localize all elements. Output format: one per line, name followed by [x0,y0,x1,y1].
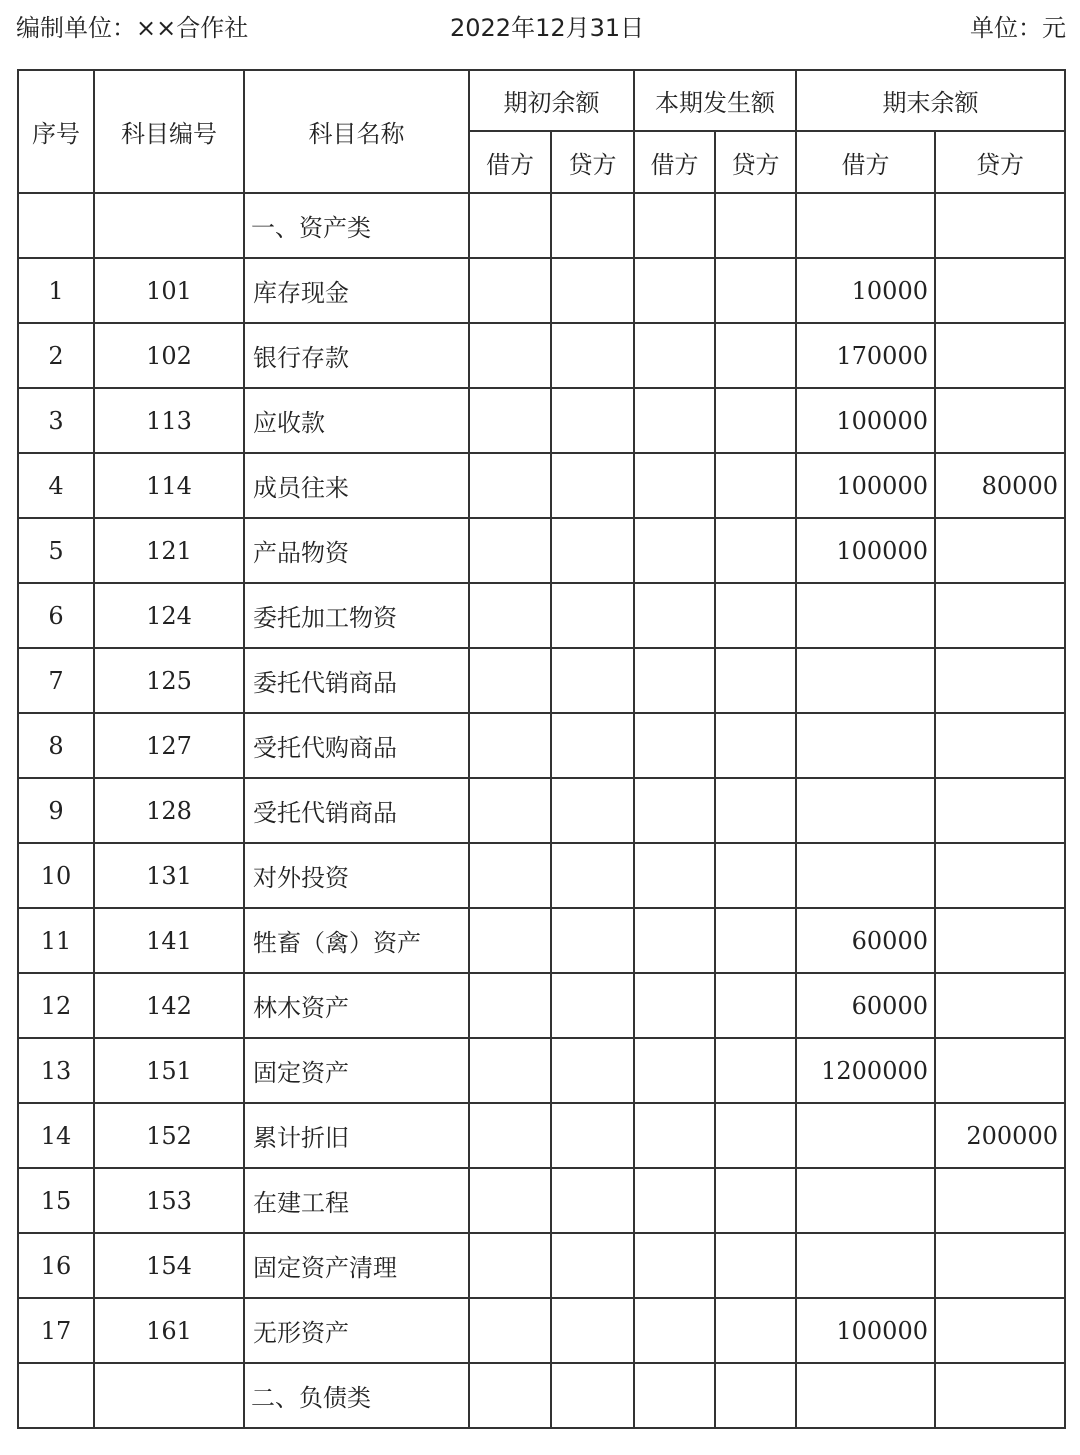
cell-opening-credit [551,973,634,1038]
cell-opening-credit [551,648,634,713]
cell-code: 128 [94,778,244,843]
org-label: 编制单位：××合作社 [16,14,249,42]
cell-current-debit [634,1363,715,1428]
closing-debit-header: 借方 [796,131,935,193]
current-debit-header: 借方 [634,131,715,193]
cell-opening-debit [469,713,551,778]
unit-label: 单位：元 [970,14,1066,42]
cell-current-credit [715,518,796,583]
cell-code: 151 [94,1038,244,1103]
current-credit-header: 贷方 [715,131,796,193]
col-opening-header: 期初余额 [469,70,634,131]
cell-seq: 1 [18,258,94,323]
cell-account-name: 库存现金 [244,258,469,323]
cell-current-credit [715,1103,796,1168]
cell-code: 161 [94,1298,244,1363]
table-row [18,1168,1065,1233]
cell-closing-debit [796,1168,935,1233]
cell-code: 124 [94,583,244,648]
cell-code: 154 [94,1233,244,1298]
cell-opening-debit [469,1103,551,1168]
cell-account-name: 应收款 [244,388,469,453]
cell-closing-credit [935,843,1065,908]
cell-closing-debit [796,713,935,778]
cell-seq: 11 [18,908,94,973]
cell-seq: 14 [18,1103,94,1168]
cell-opening-credit [551,843,634,908]
cell-closing-debit: 100000 [796,518,935,583]
table-row [18,518,1065,583]
report-header [0,0,1080,50]
cell-account-name: 委托加工物资 [244,583,469,648]
cell-closing-credit [935,1233,1065,1298]
cell-current-credit [715,388,796,453]
cell-account-name: 银行存款 [244,323,469,388]
cell-account-name: 成员往来 [244,453,469,518]
table-row [18,1298,1065,1363]
cell-closing-debit [796,193,935,258]
col-closing-header: 期末余额 [796,70,1065,131]
cell-closing-credit [935,323,1065,388]
cell-closing-credit: 80000 [935,453,1065,518]
cell-closing-credit: 200000 [935,1103,1065,1168]
cell-account-name: 产品物资 [244,518,469,583]
cell-current-debit [634,648,715,713]
table-row [18,453,1065,518]
cell-opening-debit [469,518,551,583]
cell-current-credit [715,843,796,908]
cell-opening-debit [469,193,551,258]
cell-closing-credit [935,1298,1065,1363]
table-row [18,388,1065,453]
cell-current-credit [715,648,796,713]
cell-opening-credit [551,388,634,453]
table-row [18,1038,1065,1103]
cell-code: 153 [94,1168,244,1233]
cell-opening-credit [551,908,634,973]
cell-closing-credit [935,713,1065,778]
cell-opening-credit [551,258,634,323]
cell-closing-debit [796,843,935,908]
cell-closing-credit [935,1038,1065,1103]
cell-account-name: 林木资产 [244,973,469,1038]
cell-closing-debit [796,778,935,843]
cell-account-name: 对外投资 [244,843,469,908]
cell-account-name: 累计折旧 [244,1103,469,1168]
cell-account-name: 在建工程 [244,1168,469,1233]
cell-opening-debit [469,648,551,713]
cell-current-credit [715,713,796,778]
cell-opening-credit [551,323,634,388]
cell-opening-debit [469,843,551,908]
cell-opening-debit [469,453,551,518]
cell-account-name: 一、资产类 [244,193,469,258]
cell-current-debit [634,1168,715,1233]
table-row [18,973,1065,1038]
cell-current-credit [715,908,796,973]
cell-seq [18,1363,94,1428]
report-date: 2022年12月31日 [450,14,645,42]
trial-balance-table [17,69,1066,1429]
cell-opening-debit [469,583,551,648]
cell-current-credit [715,258,796,323]
cell-current-debit [634,778,715,843]
cell-seq: 12 [18,973,94,1038]
cell-current-debit [634,518,715,583]
cell-seq: 16 [18,1233,94,1298]
cell-current-credit [715,778,796,843]
cell-closing-debit: 100000 [796,453,935,518]
cell-opening-credit [551,1233,634,1298]
cell-current-debit [634,843,715,908]
col-current-header: 本期发生额 [634,70,796,131]
cell-current-debit [634,973,715,1038]
cell-account-name: 无形资产 [244,1298,469,1363]
closing-credit-header: 贷方 [935,131,1065,193]
cell-current-debit [634,388,715,453]
cell-seq: 13 [18,1038,94,1103]
cell-current-debit [634,713,715,778]
cell-seq: 4 [18,453,94,518]
cell-closing-debit: 100000 [796,388,935,453]
cell-current-debit [634,1103,715,1168]
cell-code: 121 [94,518,244,583]
cell-account-name: 固定资产 [244,1038,469,1103]
cell-closing-debit [796,1103,935,1168]
cell-closing-credit [935,388,1065,453]
cell-closing-credit [935,778,1065,843]
cell-closing-credit [935,193,1065,258]
table-row [18,323,1065,388]
cell-account-name: 牲畜（禽）资产 [244,908,469,973]
cell-current-debit [634,1233,715,1298]
cell-code: 131 [94,843,244,908]
cell-opening-credit [551,1298,634,1363]
cell-current-credit [715,583,796,648]
cell-closing-debit [796,583,935,648]
table-row [18,1233,1065,1298]
cell-closing-credit [935,518,1065,583]
cell-opening-debit [469,258,551,323]
cell-account-name: 固定资产清理 [244,1233,469,1298]
cell-closing-credit [935,973,1065,1038]
cell-account-name: 受托代购商品 [244,713,469,778]
cell-seq: 8 [18,713,94,778]
cell-code [94,193,244,258]
cell-current-debit [634,193,715,258]
section-row [18,193,1065,258]
cell-code: 125 [94,648,244,713]
cell-current-debit [634,1298,715,1363]
cell-closing-credit [935,583,1065,648]
cell-current-debit [634,323,715,388]
cell-opening-credit [551,1103,634,1168]
cell-account-name: 受托代销商品 [244,778,469,843]
section-row [18,1363,1065,1428]
cell-closing-debit: 60000 [796,973,935,1038]
cell-seq: 2 [18,323,94,388]
cell-opening-debit [469,908,551,973]
cell-closing-debit: 170000 [796,323,935,388]
cell-opening-credit [551,1038,634,1103]
cell-current-debit [634,258,715,323]
cell-seq: 10 [18,843,94,908]
cell-current-credit [715,1168,796,1233]
cell-opening-debit [469,388,551,453]
table-row [18,258,1065,323]
cell-closing-credit [935,648,1065,713]
cell-closing-credit [935,908,1065,973]
opening-credit-header: 贷方 [551,131,634,193]
cell-opening-debit [469,778,551,843]
cell-opening-credit [551,518,634,583]
cell-seq: 7 [18,648,94,713]
col-seq-header: 序号 [18,70,94,193]
cell-opening-debit [469,1298,551,1363]
cell-code: 113 [94,388,244,453]
cell-code: 152 [94,1103,244,1168]
table-header [18,70,1065,193]
cell-opening-credit [551,1363,634,1428]
cell-opening-debit [469,323,551,388]
opening-debit-header: 借方 [469,131,551,193]
table-row [18,648,1065,713]
cell-opening-credit [551,1168,634,1233]
cell-closing-credit [935,1363,1065,1428]
cell-closing-debit [796,648,935,713]
cell-closing-debit: 10000 [796,258,935,323]
cell-current-credit [715,453,796,518]
cell-opening-debit [469,1363,551,1428]
table-body [18,193,1065,1428]
cell-seq: 17 [18,1298,94,1363]
cell-seq: 5 [18,518,94,583]
table-row [18,843,1065,908]
cell-current-debit [634,908,715,973]
cell-opening-credit [551,583,634,648]
cell-current-credit [715,973,796,1038]
cell-opening-credit [551,193,634,258]
col-name-header: 科目名称 [244,70,469,193]
cell-seq [18,193,94,258]
cell-current-credit [715,1298,796,1363]
cell-closing-debit: 60000 [796,908,935,973]
cell-current-debit [634,453,715,518]
cell-account-name: 委托代销商品 [244,648,469,713]
cell-account-name: 二、负债类 [244,1363,469,1428]
cell-seq: 3 [18,388,94,453]
cell-code: 142 [94,973,244,1038]
table-row [18,583,1065,648]
table-row [18,1103,1065,1168]
cell-code: 127 [94,713,244,778]
cell-seq: 9 [18,778,94,843]
cell-current-debit [634,583,715,648]
cell-code [94,1363,244,1428]
cell-opening-credit [551,713,634,778]
cell-opening-debit [469,1038,551,1103]
cell-opening-debit [469,1233,551,1298]
cell-closing-debit: 1200000 [796,1038,935,1103]
cell-code: 114 [94,453,244,518]
cell-current-credit [715,323,796,388]
cell-current-credit [715,1233,796,1298]
cell-opening-debit [469,973,551,1038]
cell-current-debit [634,1038,715,1103]
table-row [18,908,1065,973]
cell-opening-credit [551,453,634,518]
cell-closing-debit [796,1363,935,1428]
cell-code: 101 [94,258,244,323]
cell-closing-debit [796,1233,935,1298]
cell-closing-debit: 100000 [796,1298,935,1363]
cell-code: 141 [94,908,244,973]
cell-opening-debit [469,1168,551,1233]
cell-current-credit [715,193,796,258]
cell-code: 102 [94,323,244,388]
cell-opening-credit [551,778,634,843]
cell-closing-credit [935,258,1065,323]
cell-closing-credit [935,1168,1065,1233]
col-code-header: 科目编号 [94,70,244,193]
table-row [18,713,1065,778]
table-row [18,778,1065,843]
cell-seq: 6 [18,583,94,648]
cell-current-credit [715,1363,796,1428]
cell-current-credit [715,1038,796,1103]
cell-seq: 15 [18,1168,94,1233]
